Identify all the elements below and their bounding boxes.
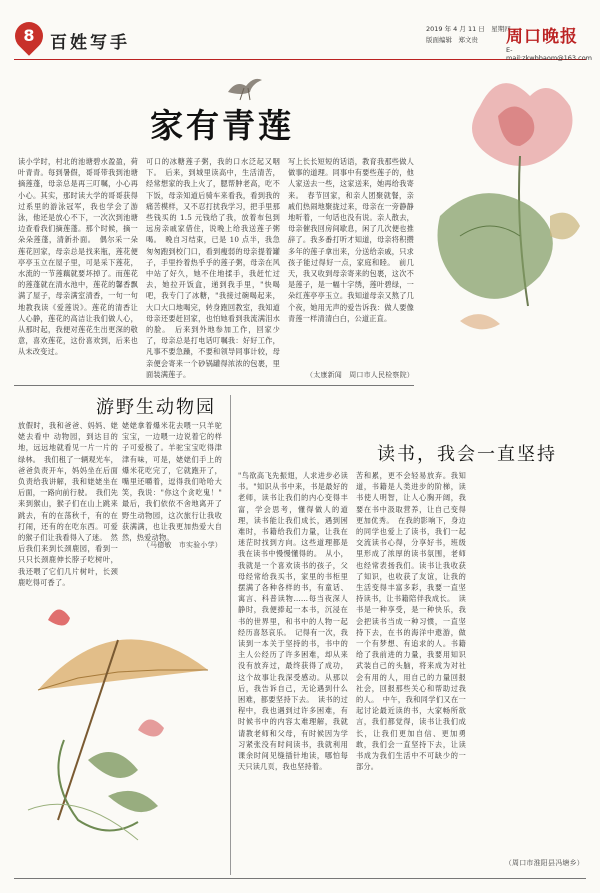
page-number: 8 [23,26,35,45]
umbrella-flower-illustration [18,560,218,860]
article2-byline [122,540,222,552]
article3-column-3 [474,470,584,858]
article1-column-2: 可口的冰糖莲子粥，我的口水泛起又咽下。 后来，到城里读高中，生活清苦，经常想家的我上火了，腮帮肿老高，吃不下饭，母亲知道后骑车来看我，看到我的痛苦模样，又不忍打扰我学习，把手里那些钱买的 1.5 元钱给了我，放着布包到远房亲戚家借住，说晚上给我送莲子粥喝。 晚自习结束，已是 10 点半，我急匆匆跑到校门口，看到瘦弱的母亲提着罐子，手里拎着热乎乎的莲子粥，母亲在风中站了好久，她不住地揉手，我赶忙过去，她拉开饭盒，递到我手里，"快喝吧，我专门了冰糖，"我接过碗喝起来，大口大口地喝完，转身跑回教室，我知道母亲还要赶回家，也怕她看到我流满泪水的脸。 后来到外地参加工作，回家少了，母亲总是打电话叮嘱我：好好工作，凡事不要急躁，不要和领导同事计较，母亲便会寄来一个砂锅罐得浓浓的包裹，里面装满莲子。 [146,157,280,379]
issue-meta [426,24,511,46]
page-header [14,22,593,62]
section-title: 百姓写手 [50,33,130,53]
contact-email: E-mail:zkwbbaom@163.com [506,46,593,62]
article3-column-1: "鸟欲高飞先振翅，人求进步必读书。"知识从书中来，书是最好的老师，读书让我们的内心变得丰富，学会思考，懂得做人的道理，读书能让我们成长，遇到困难时，书籍给我们力量，让我在迷茫时找到方向。这些道理都是我在读书中慢慢懂得的。 从小，我就是一个喜欢读书的孩子，父母经常给我买书，家里的书柜里摆满了各种各样的书，有童话、寓言、科普读物……每当夜深人静时，我便捧起一本书，沉浸在书的世界里，和书中的人物一起经历喜怒哀乐。 记得有一次，我读到一本关于坚持的书，书中的主人公经历了许多困难，却从来没有放弃过，最终获得了成功，这个故事让我深受感动。从那以后，我告诉自己，无论遇到什么困难，都要坚持下去。 读书的过程中，我也遇到过许多困难，有时候书中的内容太难理解，我就请教老师和父母，有时候因为学习紧张没有时间读书，我就利用课余时间见缝插针地读，哪怕每天只读几页，我也坚持着。 [238,471,348,772]
article-title-reading: 读书，我会一直坚持 [377,444,557,465]
article-title-zoo: 游野生动物园 [96,397,216,418]
article1-column-1: 读小学时，村北的池塘碧水盈盈，荷叶青青。每到暑假，哥哥带我到池塘摘莲蓬，母亲总是再三叮嘱，小心再小心。其实，那时读大学的哥哥获得过系里的游泳冠军，我也学会了游泳，他还是放心不下，一次次到池塘边查看我们摘莲蓬。那个时候，摘一朵朵莲蓬，清新扑面。 偶尔采一朵莲花回家，母亲总是找来瓶，莲花便亭亭玉立在屋子里，可是采下莲花，水流的一节莲藕就要坏掉了。而莲花的莲蓬就在清水池中，莲花的馨香飘满了屋子，母亲满室清香，一句一句地教我读《爱莲说》。莲花的清香让人心静，莲花的高洁让我们做人心，从那时起，我便对莲花生出更深的敬意，喜欢莲花，这份喜欢到，后来也从未改变过。 [18,157,138,357]
article2-column-1: 放假时，我和爸爸、妈妈、姥姥去看中 动物园，到达目的地，远远地就看见一片一片的绿林。 我们租了一辆观光车，爸爸负责开车，妈妈坐在后面负责给我讲解，我和姥姥坐在后面，一路向前行驶。 我们先来到猴山，猴子们在山上跳来跳去，有的在荡秋千，有的在打闹，还有的在吃东西。可爱的猴子们让我看得入了迷。 然后我们来到长颈鹿园，看到一只只长颈鹿伸长脖子吃树叶，我还喂了它们几片树叶，长颈鹿吃得可香了。 [18,421,118,587]
article3-column-2: 苦和累，更不会轻易放弃。我知道，书籍是人类进步的阶梯，读书使人明智，让人心胸开阔，我要在书中汲取营养，让自己变得更加优秀。 在我的影响下，身边的同学也爱上了读书，我们一起交流读书心得，分享好书，班级里形成了浓厚的读书氛围，老师也经常表扬我们。读书让我收获了知识，也收获了友谊，让我的生活变得丰富多彩，我要一直坚持读书，让书籍陪伴我成长。 读书是一种享受，是一种快乐，我会把读书当成一种习惯，一直坚持下去，在书的海洋中遨游，做一个有梦想、有追求的人。书籍给了我前进的力量，我要用知识武装自己的头脑，将来成为对社会有用的人，用自己的力量回报社会，回报那些关心和帮助过我的人。 中午，我和同学们又在一起讨论最近读的书，大家畅所欲言，我们都觉得，读书让我们成长，让我们更加自信、更加勇敢，我们会一直坚持下去，让读书成为我们生活中不可缺少的一部分。 [356,471,466,772]
article1-column-3: 写上长长短短的话语，教育我那些做人做事的道理。同事中有要些莲子的，他人家送去一些，这家送来，她再给我寄来。 春节回家，和亲人团聚就餐，亲戚们热闹地聚拢过来，母亲在一旁静静地听着，一句话也没有说。亲人散去，母亲催我回房间歇息，闲了几次便也推辞了。我多番打听才知道，母亲将积攒多年的莲子拿出来，分送给亲戚，只求孩子能过得好一点，家庭和睦。 前几天，我又收到母亲寄来的包裹，这次不是莲子，是一幅十字绣，莲叶碧绿，一朵红莲亭亭玉立。我知道母亲又熬了几个夜，她用无声的爱告诉我：做人要像青莲一样清清白白，公道正直。 [288,157,414,323]
article1-byline [288,370,414,382]
lotus-illustration [420,66,592,356]
article2-column-2: 姥姥拿着爆米花去喂一只羊驼宝宝，一边喂一边说着它的样子可爱极了。羊驼宝宝吃得津津有味，可是，姥姥们手上的爆米花吃完了，它就跑开了，嘴里还嚼着，逗得我们哈哈大笑，我说："你这个贪吃鬼！" 最后，我们依依不舍地离开了野生动物园，这次旅行让我收获满满，也让我更加热爱大自然，热爱动物。 [122,421,230,543]
newspaper-logo: 周口晚报 [506,27,578,47]
article2-byline-text: （马德敏 市实验小学） [142,541,222,549]
issue-date: 2019 年 4 月 11 日 星期四 [426,25,511,33]
page-number-badge [14,22,44,56]
article3-byline [474,858,584,870]
article-title-lotus: 家有青莲 [150,106,294,145]
article3-byline-text: （周口市淮阳县冯塘乡） [504,859,584,867]
editor-credit: 版面编辑 郑文贵 [426,36,478,44]
article1-byline-text: （太康新闻 周口市人民检察院） [306,371,414,379]
